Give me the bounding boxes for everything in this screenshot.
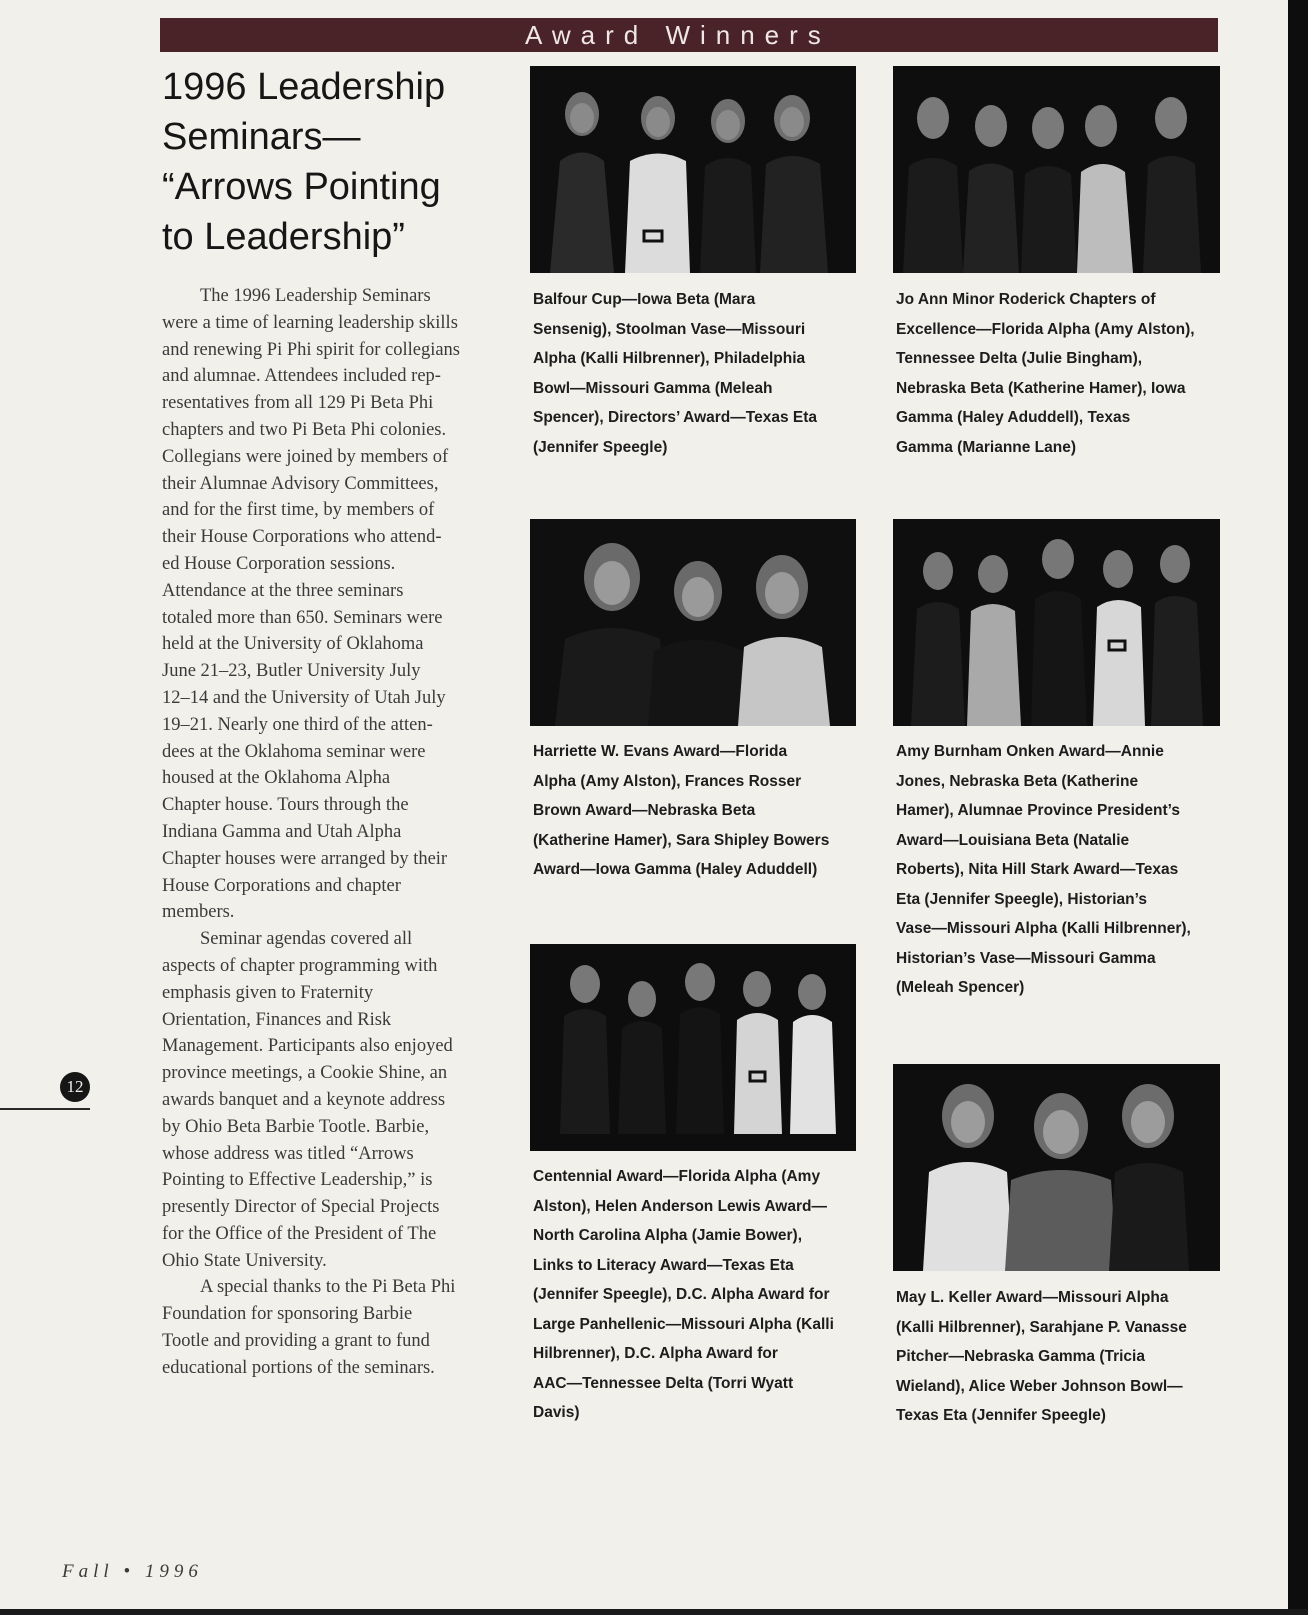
award-photo-balfour-cup [530, 66, 856, 273]
caption-line: Centennial Award—Florida Alpha (Amy [533, 1168, 821, 1185]
caption-line: Gamma (Haley Aduddell), Texas [896, 409, 1131, 426]
caption-line: Pitcher—Nebraska Gamma (Tricia [896, 1348, 1145, 1365]
article-paragraph [162, 283, 492, 926]
caption-line: AAC—Tennessee Delta (Torri Wyatt [533, 1374, 794, 1392]
page-edge-shadow [1288, 0, 1308, 1615]
award-caption [533, 1162, 863, 1428]
caption-line: Historian’s Vase—Missouri Gamma [896, 949, 1156, 967]
caption-line: North Carolina Alpha (Jamie Bower), [533, 1227, 802, 1244]
text-line: and renewing Pi Phi spirit for collegians [162, 339, 461, 360]
caption-line: Links to Literacy Award—Texas Eta [533, 1256, 794, 1274]
caption-line: Alpha (Amy Alston), Frances Rosser [533, 772, 802, 790]
award-caption [533, 285, 863, 462]
page-number-rule [0, 1108, 90, 1110]
text-line: Chapter houses were arranged by their [162, 848, 448, 869]
text-line: housed at the Oklahoma Alpha [162, 768, 391, 789]
section-banner-title: Award Winners [525, 20, 831, 50]
text-line: totaled more than 650. Seminars were [162, 607, 443, 628]
article-headline [162, 62, 522, 262]
caption-line: Bowl—Missouri Gamma (Meleah [533, 379, 773, 397]
caption-line: Brown Award—Nebraska Beta [533, 802, 756, 819]
text-line: presently Director of Special Projects [162, 1197, 440, 1218]
award-caption [896, 1283, 1226, 1431]
headline-line: to Leadership” [162, 216, 405, 258]
text-line: aspects of chapter programming with [162, 955, 438, 976]
caption-line: Wieland), Alice Weber Johnson Bowl— [896, 1377, 1183, 1395]
caption-line: Amy Burnham Onken Award—Annie [896, 743, 1164, 760]
text-line: 19–21. Nearly one third of the atten- [162, 714, 433, 735]
caption-line: Jo Ann Minor Roderick Chapters of [896, 291, 1156, 308]
text-line: whose address was titled “Arrows [162, 1143, 414, 1164]
section-banner [160, 18, 1218, 52]
text-line: and alumnae. Attendees included rep- [162, 366, 441, 387]
text-line: and for the first time, by members of [162, 500, 435, 521]
award-photo-chapters-of-excellence [893, 66, 1220, 273]
caption-line: Award—Louisiana Beta (Natalie [896, 831, 1130, 849]
text-line: House Corporations and chapter [162, 875, 401, 896]
caption-line: Sensenig), Stoolman Vase—Missouri [533, 320, 806, 338]
caption-line: Eta (Jennifer Speegle), Historian’s [896, 890, 1147, 908]
caption-line: Vase—Missouri Alpha (Kalli Hilbrenner), [896, 920, 1191, 937]
page-number: 12 [66, 1077, 84, 1096]
text-line: awards banquet and a keynote address [162, 1089, 446, 1110]
caption-line: Tennessee Delta (Julie Bingham), [896, 350, 1143, 367]
text-line: A special thanks to the Pi Beta Phi [200, 1277, 456, 1298]
text-line: ed House Corporation sessions. [162, 553, 396, 574]
caption-line: Davis) [533, 1404, 580, 1421]
article-body [162, 283, 492, 1382]
caption-line: Texas Eta (Jennifer Speegle) [896, 1407, 1106, 1424]
text-line: Chapter house. Tours through the [162, 795, 409, 816]
caption-line: (Kalli Hilbrenner), Sarahjane P. Vanasse [896, 1318, 1187, 1336]
text-line: Indiana Gamma and Utah Alpha [162, 821, 402, 842]
text-line: June 21–23, Butler University July [162, 661, 421, 682]
text-line: chapters and two Pi Beta Phi colonies. [162, 419, 447, 440]
caption-line: Award—Iowa Gamma (Haley Aduddell) [533, 861, 818, 878]
caption-line: Gamma (Marianne Lane) [896, 438, 1077, 456]
caption-line: Spencer), Directors’ Award—Texas Eta [533, 409, 817, 426]
text-line: Foundation for sponsoring Barbie [162, 1304, 413, 1325]
text-line: 12–14 and the University of Utah July [162, 687, 446, 708]
caption-line: May L. Keller Award—Missouri Alpha [896, 1289, 1169, 1306]
text-line: Ohio State University. [162, 1250, 327, 1271]
text-line: province meetings, a Cookie Shine, an [162, 1063, 448, 1084]
caption-line: Alston), Helen Anderson Lewis Award— [533, 1197, 827, 1215]
caption-line: (Jennifer Speegle) [533, 438, 668, 456]
text-line: resentatives from all 129 Pi Beta Phi [162, 393, 434, 414]
text-line: Management. Participants also enjoyed [162, 1036, 453, 1057]
article-paragraph [162, 1274, 492, 1381]
award-caption [533, 737, 863, 885]
text-line: by Ohio Beta Barbie Tootle. Barbie, [162, 1116, 430, 1137]
caption-line: Alpha (Kalli Hilbrenner), Philadelphia [533, 350, 806, 367]
article-paragraph [162, 926, 492, 1274]
text-line: Seminar agendas covered all [200, 929, 413, 950]
text-line: Attendance at the three seminars [162, 580, 404, 601]
award-caption [896, 285, 1226, 462]
caption-line: (Jennifer Speegle), D.C. Alpha Award for [533, 1286, 830, 1303]
text-line: for the Office of the President of The [162, 1223, 437, 1244]
caption-line: Excellence—Florida Alpha (Amy Alston), [896, 320, 1195, 338]
award-photo-keller-award [893, 1064, 1220, 1271]
caption-line: (Katherine Hamer), Sara Shipley Bowers [533, 831, 830, 849]
award-photo-centennial-award [530, 944, 856, 1151]
text-line: their Alumnae Advisory Committees, [162, 473, 439, 494]
caption-line: (Meleah Spencer) [896, 979, 1025, 996]
caption-line: Large Panhellenic—Missouri Alpha (Kalli [533, 1315, 834, 1333]
text-line: dees at the Oklahoma seminar were [162, 741, 426, 762]
text-line: Pointing to Effective Leadership,” is [162, 1170, 433, 1191]
caption-line: Nebraska Beta (Katherine Hamer), Iowa [896, 379, 1186, 397]
text-line: Collegians were joined by members of [162, 446, 449, 467]
text-line: were a time of learning leadership skills [162, 312, 458, 333]
page-number-badge [60, 1072, 90, 1102]
page-bottom-edge [0, 1609, 1308, 1615]
headline-line: “Arrows Pointing [162, 166, 441, 208]
text-line: Orientation, Finances and Risk [162, 1009, 392, 1030]
text-line: emphasis given to Fraternity [162, 982, 374, 1003]
text-line: The 1996 Leadership Seminars [200, 286, 431, 306]
caption-line: Hamer), Alumnae Province President’s [896, 802, 1180, 819]
text-line: Tootle and providing a grant to fund [162, 1331, 430, 1352]
text-line: their House Corporations who attend- [162, 527, 442, 548]
caption-line: Balfour Cup—Iowa Beta (Mara [533, 291, 756, 308]
award-caption [896, 737, 1226, 1003]
caption-line: Roberts), Nita Hill Stark Award—Texas [896, 861, 1179, 878]
award-photo-onken-award [893, 519, 1220, 726]
text-line: educational portions of the seminars. [162, 1357, 435, 1378]
headline-line: 1996 Leadership [162, 66, 446, 108]
issue-footer: Fall • 1996 [62, 1561, 203, 1582]
text-line: held at the University of Oklahoma [162, 634, 424, 655]
headline-line: Seminars— [162, 116, 361, 158]
award-photo-evans-award [530, 519, 856, 726]
caption-line: Harriette W. Evans Award—Florida [533, 743, 788, 760]
text-line: members. [162, 902, 235, 923]
caption-line: Hilbrenner), D.C. Alpha Award for [533, 1345, 778, 1362]
caption-line: Jones, Nebraska Beta (Katherine [896, 772, 1139, 790]
